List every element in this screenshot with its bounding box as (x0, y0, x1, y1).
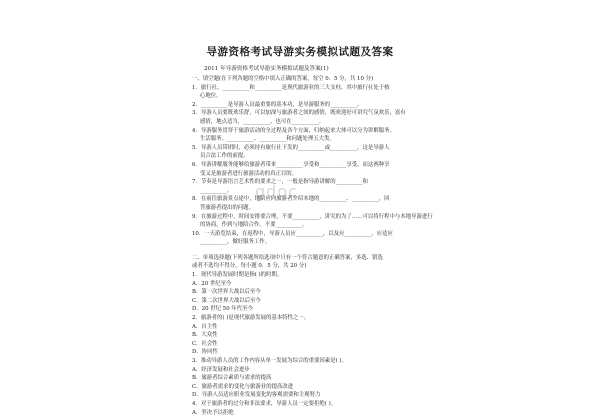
text-line: 员合法工作的前提。 (200, 153, 249, 160)
text-line: A．自主性 (192, 323, 218, 330)
text-line: 答旅游者提出的问题。 (200, 204, 254, 211)
text-line: 9．在旅游过程中，时间安排要合理，不要__________，讲究的为了……可以将行程中与本地导游进行 (192, 213, 433, 220)
text-line: D．导游人员适应职业发展变化的客观需要和主观努力 (192, 392, 321, 399)
text-line: 心地位。 (200, 93, 222, 100)
text-line: 5．导游人员带团时，必须持有旅行社下发的__________或__________，这是导游人 (192, 144, 390, 151)
text-line: B．大众性 (192, 332, 218, 339)
watermark: gdoc (255, 182, 298, 201)
text-line: C．旅游者需求的变化与旅游业的提高改进 (192, 383, 294, 390)
text-line: 3．导游人员要既欢乐舒，可以加深与旅游者之间的感情，既欢迎好可讲究气氛欢乐，富有 (192, 110, 406, 117)
text-line: 1．现代导游发展时期是指( )的时期。 (192, 272, 283, 279)
text-line: 生活服务、__________、__________和问题处理五大类。 (200, 136, 335, 143)
text-line: 一、填空题(在下列各题的空格中填入正确的答案，每空 0．5 分，共 10 分) (192, 76, 374, 82)
document-subtitle: 2011 年导游资格考试导游实务模拟试题及答案(1) (204, 66, 329, 72)
text-line: 10．一天游览结束，在返程中，导游人员应__________，以及应__________，应适应 (192, 230, 393, 237)
text-line: B．第一次世界大战以后至今 (192, 289, 261, 296)
text-line: __________。 (200, 187, 233, 194)
text-line: C．社会性 (192, 340, 218, 347)
text-line: 2．旅游者的( )是现代旅游发展的基本特性之一。 (192, 315, 310, 322)
text-line: 8．在前往旅游景点途中，地陪应向旅游者介绍本地的__________、__________，回 (192, 196, 390, 203)
text-line: 二、单项选择题(下列各题所给选项中只有一个符合题意的正确答案，多选、错选 (192, 254, 383, 261)
text-line: 或者不选均不得分，每小题 0．5 分，共 20 分) (192, 263, 307, 270)
section-gap (192, 247, 402, 254)
text-line: D．20 世纪 50 年代至今 (192, 306, 253, 313)
section-single-choice (192, 254, 402, 417)
text-line: 4．导游服务贯穿于旅游活动的全过程及各个方面，归纳起来大体可以分为讲解服务、 (192, 127, 395, 134)
text-line: A．经济发展和社会进步 (192, 366, 250, 373)
text-line: 受又是旅游者进行旅游活动的真正目的。 (200, 170, 298, 177)
text-line: 2．__________是导游人员最重要的基本功，是导游服务的__________。 (192, 101, 363, 108)
text-line: 7．节奏是导游语言艺术性的要求之一，一般是指导游讲解的__________和 (192, 179, 368, 186)
text-line: A．20 世纪至今 (192, 280, 232, 287)
text-line: C．第二次世界大战以后至今 (192, 297, 261, 304)
text-line: 6．导游讲解服务能够给旅游者带来__________享受和__________享受，而这两种享 (192, 161, 390, 168)
document-title: 导游资格考试导游实务模拟试题及答案 (206, 46, 394, 58)
document-body (192, 75, 433, 417)
text-line: 3．推动导游人员的工作内容从单一发展为综合的重要因素是( )。 (192, 358, 347, 364)
section-fill-in-blank (192, 75, 433, 247)
text-line: A．坚决予以拒绝 (192, 409, 234, 416)
text-line: 4．对于旅游者的过分和非法要求，导游人员一定要拒绝( )。 (192, 400, 337, 407)
text-line: __________，做好服务工作。 (200, 239, 271, 246)
text-line: 感情，地点适当，__________，也可在__________。 (200, 118, 324, 125)
text-line: D．协同性 (192, 349, 218, 356)
text-line: B．旅游者综合素质与需求的提高 (192, 375, 272, 382)
text-line: 1．旅行社、__________和__________是现代旅游业的三大支柱，其中旅行社处于核 (192, 84, 390, 91)
text-line: 的协商，作到与地陪合作，不要__________。 (200, 222, 308, 229)
